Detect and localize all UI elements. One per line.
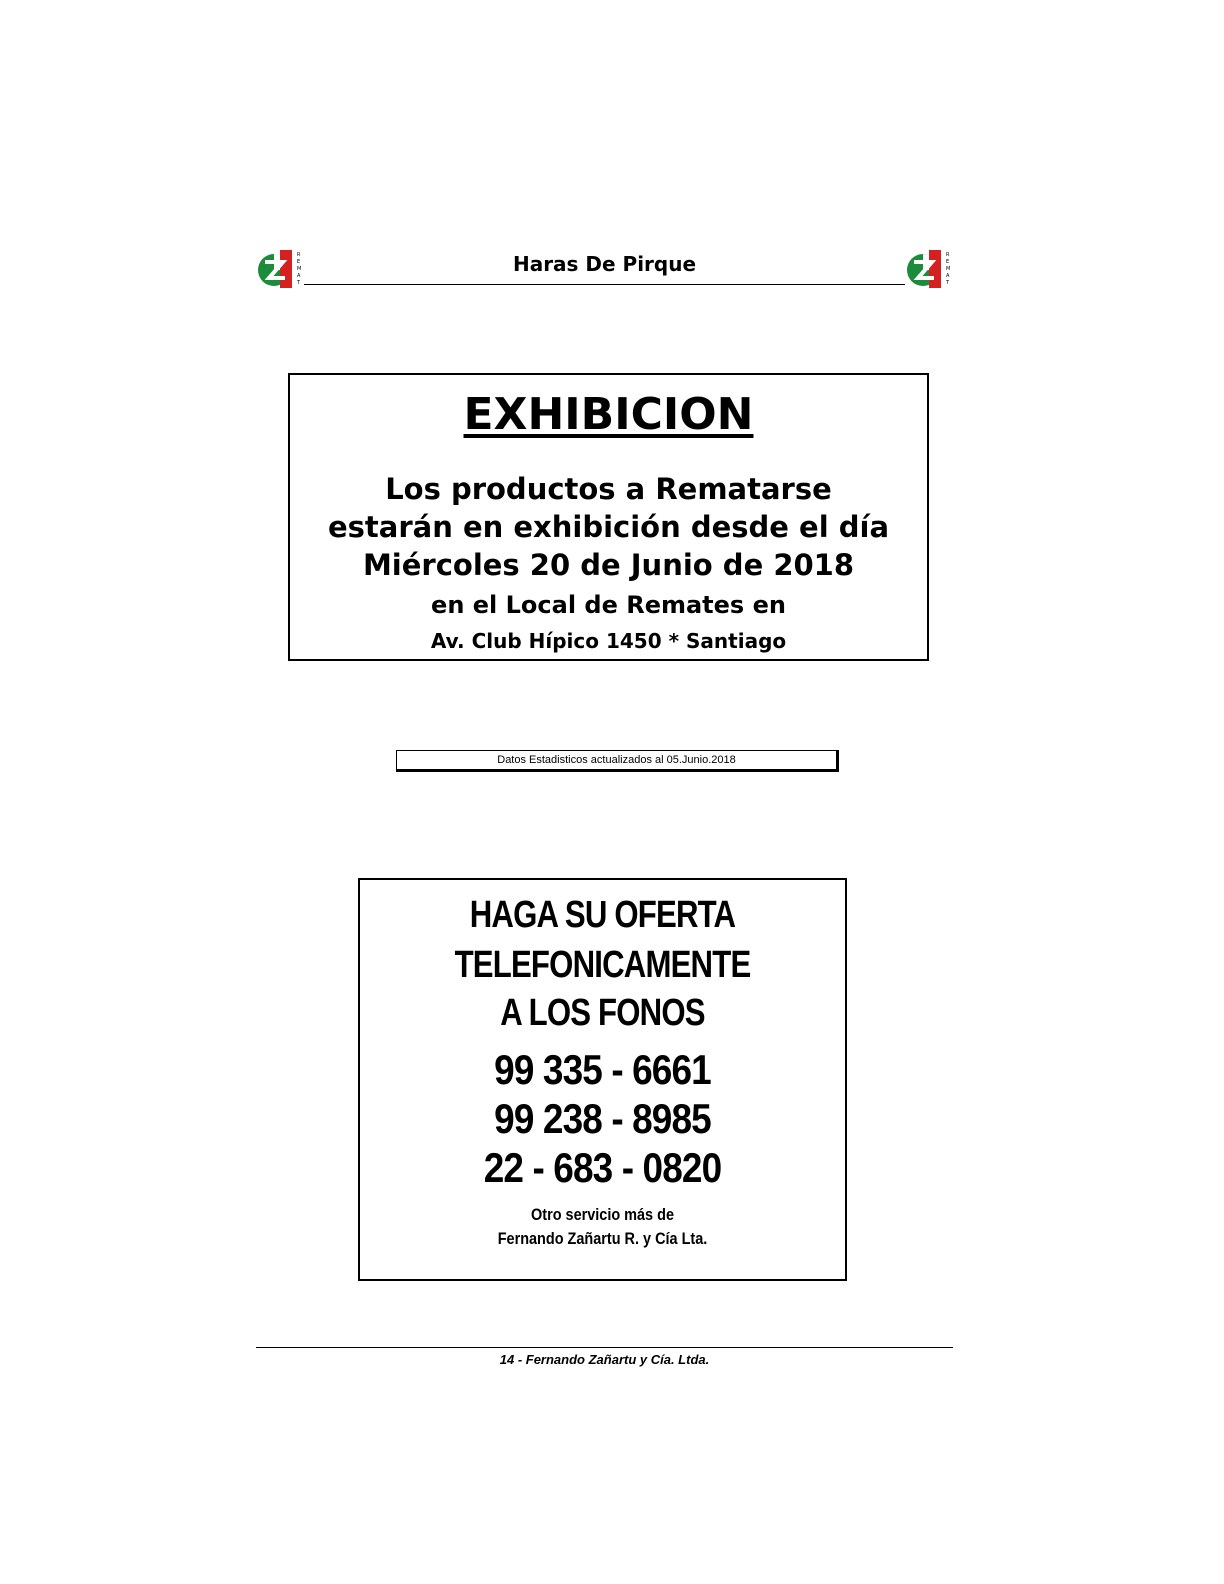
svg-text:M: M [946, 266, 951, 272]
company-logo-left [256, 244, 304, 292]
svg-text:T: T [946, 280, 950, 286]
phone-number: 99 335 - 6661 [494, 1046, 711, 1093]
footer-divider [256, 1347, 953, 1348]
svg-text:R: R [297, 252, 301, 258]
offer-heading-line: A LOS FONOS [500, 992, 705, 1034]
service-note: Otro servicio más de [531, 1205, 674, 1224]
exhibition-notice-box [288, 373, 929, 661]
offer-heading-line: TELEFONICAMENTE [454, 944, 751, 986]
page-header-title: Haras De Pirque [512, 252, 697, 276]
phone-number: 22 - 683 - 0820 [483, 1144, 722, 1191]
exhibition-line: Los productos a Rematarse [385, 472, 832, 506]
svg-text:R: R [946, 252, 950, 258]
exhibition-address: Av. Club Hípico 1450 * Santiago [430, 629, 787, 653]
company-logo-right [905, 244, 953, 292]
svg-text:T: T [297, 280, 301, 286]
phone-number: 99 238 - 8985 [494, 1095, 711, 1142]
svg-text:A: A [297, 273, 301, 279]
exhibition-title: EXHIBICION [463, 389, 754, 440]
header-divider [304, 284, 905, 285]
svg-text:A: A [946, 273, 950, 279]
stats-update-note: Datos Estadisticos actualizados al 05.Junio.2018 [396, 750, 839, 772]
exhibition-line: estarán en exhibición desde el día [327, 510, 890, 544]
service-company: Fernando Zañartu R. y Cía Lta. [497, 1229, 708, 1248]
exhibition-line: en el Local de Remates en [431, 591, 786, 619]
offer-heading-line: HAGA SU OFERTA [469, 894, 736, 936]
phone-offer-box [358, 878, 847, 1281]
svg-text:E: E [297, 259, 301, 265]
svg-text:E: E [946, 259, 950, 265]
page-footer: 14 - Fernando Zañartu y Cía. Ltda. [499, 1352, 710, 1367]
exhibition-date: Miércoles 20 de Junio de 2018 [362, 548, 855, 582]
svg-text:M: M [297, 266, 302, 272]
